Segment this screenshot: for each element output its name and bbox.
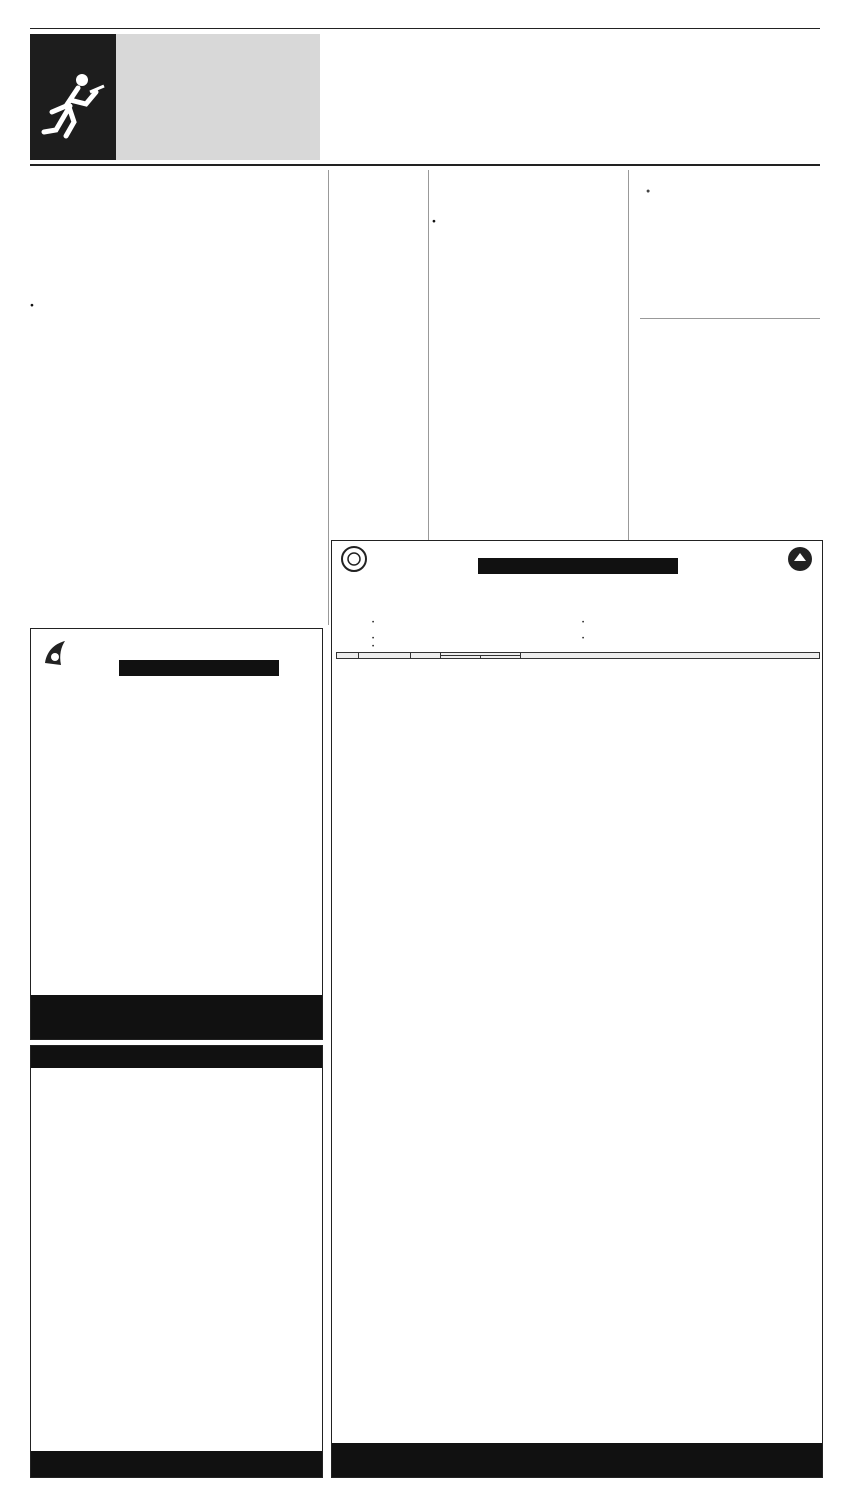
highway-footer xyxy=(31,1451,323,1478)
th-detail xyxy=(521,653,820,659)
daanish-footer xyxy=(332,1443,823,1478)
stat-kicker: ● xyxy=(646,188,651,195)
jit-body-col2 xyxy=(129,240,224,620)
th-sr xyxy=(337,653,359,659)
th-boys xyxy=(441,656,481,659)
brief-box xyxy=(30,34,320,160)
th-girls xyxy=(481,656,521,659)
agri-body xyxy=(646,364,822,536)
wildlife-banner xyxy=(119,660,279,676)
jit-byline: ● xyxy=(30,302,34,309)
daanish-q1: • xyxy=(372,619,375,626)
highway-ad xyxy=(30,1045,323,1478)
jit-body-col3 xyxy=(231,240,323,620)
highway-title xyxy=(31,1046,323,1068)
pension-body-col2 xyxy=(530,218,622,537)
posts-table xyxy=(336,652,820,659)
daanish-q2: • xyxy=(582,619,585,626)
brief-body xyxy=(124,64,314,154)
wildlife-sign xyxy=(31,995,323,1040)
gunman-icon xyxy=(30,34,116,160)
wildlife-ad xyxy=(30,628,323,1040)
th-name xyxy=(359,653,411,659)
pension-body-col1 xyxy=(432,237,524,537)
markhor-logo-icon xyxy=(37,635,73,671)
daanish-banner xyxy=(478,558,678,574)
daanish-p1: • xyxy=(372,635,375,642)
running-man-graphic xyxy=(30,34,116,160)
daanish-logo-icon xyxy=(786,545,814,573)
jit-body-col1 xyxy=(30,320,122,620)
daanish-p3: • xyxy=(372,643,375,650)
cheques-body xyxy=(333,212,425,537)
th-scale xyxy=(411,653,441,659)
punjab-seal-icon xyxy=(340,545,368,573)
daanish-ad xyxy=(331,540,823,1478)
pension-byline: ● xyxy=(432,218,436,225)
daanish-p2: • xyxy=(582,635,585,642)
